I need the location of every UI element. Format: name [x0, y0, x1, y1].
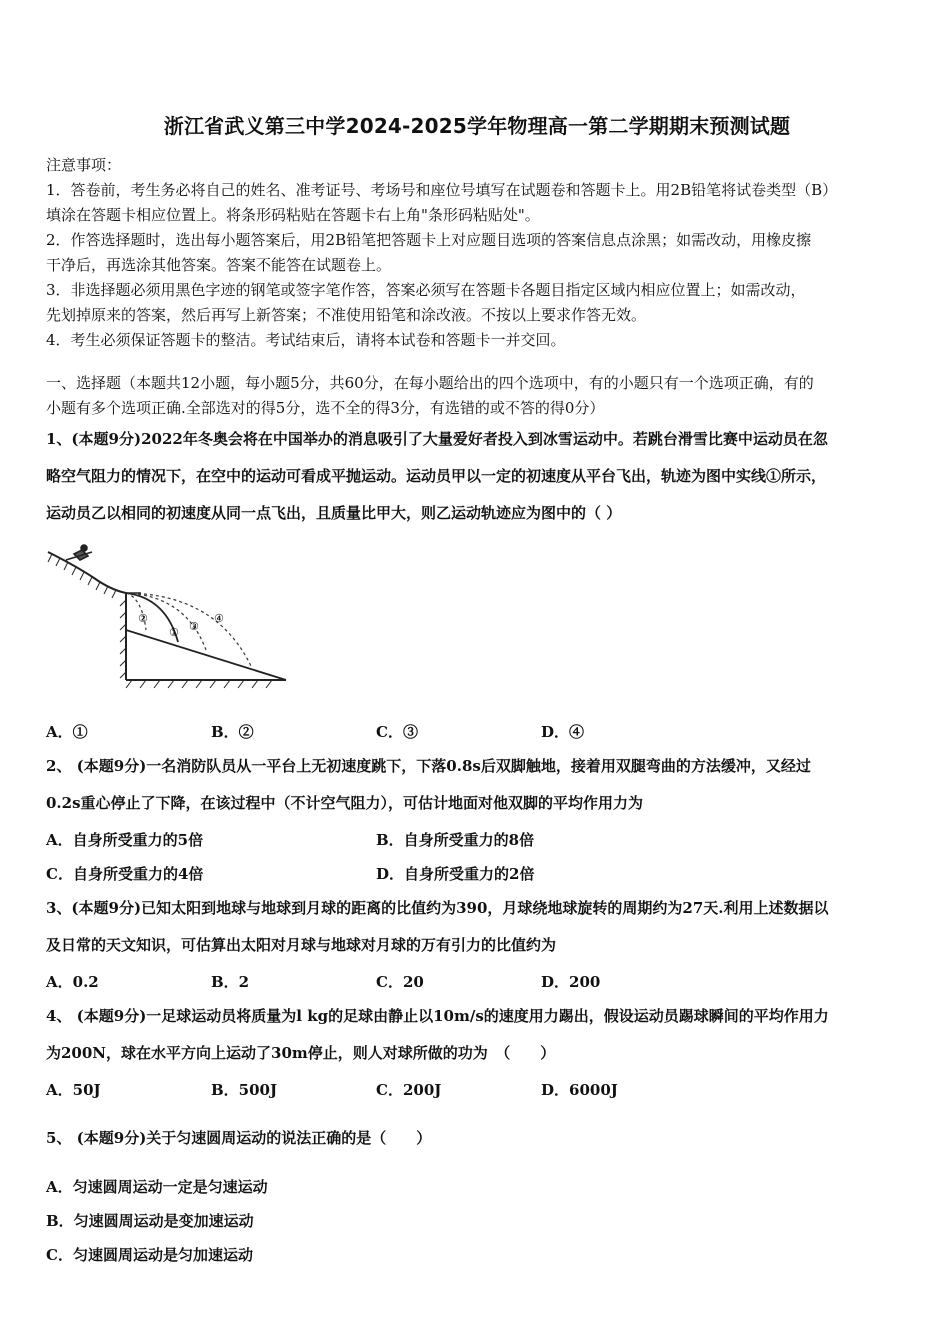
section-heading: [46, 371, 908, 421]
question-2-options-row: [46, 856, 908, 890]
question-4-options: [46, 1072, 908, 1106]
option-c[interactable]: C．自身所受重力的4倍: [46, 864, 204, 883]
slope-line: [126, 630, 286, 680]
ramp-hatching: [48, 554, 116, 598]
exam-page: [46, 110, 908, 1272]
question-2-line: 2、 (本题9分)一名消防队员从一平台上无初速度跳下，下落0.8s后双脚触地，接着用双腿弯曲的方法缓冲，又经过: [46, 757, 811, 775]
option-a[interactable]: A．50J: [46, 1080, 101, 1099]
notice-line: 1．答卷前，考生务必将自己的姓名、准考证号、考场号和座位号填写在试题卷和答题卡上。用2B铅笔将试卷类型（B）: [46, 181, 838, 199]
option-a[interactable]: A．0.2: [46, 972, 99, 991]
question-3-line: 及日常的天文知识，可估算出太阳对月球与地球对月球的万有引力的比值约为: [46, 936, 557, 954]
option-c[interactable]: C．③: [376, 722, 418, 741]
question-2-options-row: [46, 822, 908, 856]
notice-line: 3．非选择题必须用黑色字迹的钢笔或签字笔作答，答案必须写在答题卡各题目指定区域内相应位置上；如需改动，: [46, 281, 806, 299]
question-5: [46, 1121, 908, 1272]
notice-line: 干净后，再选涂其他答案。答案不能答在试题卷上。: [46, 256, 392, 274]
notice-line: 先划掉原来的答案，然后再写上新答案；不准使用铅笔和涂改液。不按以上要求作答无效。: [46, 306, 647, 324]
notice-block: [46, 153, 908, 353]
notice-line: 4．考生必须保证答题卡的整洁。考试结束后，请将本试卷和答题卡一并交回。: [46, 331, 566, 349]
ground-hatching: [126, 680, 272, 688]
notice-line: 填涂在答题卡相应位置上。将条形码粘贴在答题卡右上角"条形码粘贴处"。: [46, 206, 540, 224]
option-d[interactable]: D．④: [541, 722, 585, 741]
question-2-line: 0.2s重心停止了下降，在该过程中（不计空气阻力），可估计地面对他双脚的平均作用力为: [46, 794, 644, 812]
question-1: [46, 421, 908, 748]
option-a[interactable]: A．自身所受重力的5倍: [46, 830, 204, 849]
question-1-line: 运动员乙以相同的初速度从同一点飞出，且质量比甲大，则乙运动轨迹应为图中的（ ）: [46, 504, 622, 522]
option-c[interactable]: C．匀速圆周运动是匀加速运动: [46, 1246, 253, 1264]
option-b[interactable]: B．500J: [211, 1080, 278, 1099]
question-1-options: [46, 714, 908, 748]
section-line: 一、选择题（本题共12小题，每小题5分，共60分，在每小题给出的四个选项中，有的小题只有一个选项正确，有的: [46, 374, 814, 392]
option-a[interactable]: A．匀速圆周运动一定是匀速运动: [46, 1178, 268, 1196]
option-b[interactable]: B．匀速圆周运动是变加速运动: [46, 1212, 254, 1230]
figure-label-2: ②: [138, 612, 148, 625]
figure-label-1: ①: [169, 626, 179, 639]
question-1-line: 1、(本题9分)2022年冬奥会将在中国举办的消息吸引了大量爱好者投入到冰雪运动中。若跳台滑雪比赛中运动员在忽: [46, 430, 828, 448]
option-d[interactable]: D．自身所受重力的2倍: [376, 864, 535, 883]
notice-line: 2．作答选择题时，选出每小题答案后，用2B铅笔把答题卡上对应题目选项的答案信息点涂黑；如需改动，用橡皮擦: [46, 231, 812, 249]
page-title: 浙江省武义第三中学2024-2025学年物理高一第二学期期末预测试题: [163, 114, 791, 138]
question-1-line: 略空气阻力的情况下，在空中的运动可看成平抛运动。运动员甲以一定的初速度从平台飞出，轨迹为图中实线①所示，: [46, 467, 827, 485]
question-4-line: 为200N，球在水平方向上运动了30m停止，则人对球所做的功为 （ ）: [46, 1044, 556, 1062]
section-line: 小题有多个选项正确.全部选对的得5分，选不全的得3分，有选错的或不答的得0分）: [46, 399, 605, 417]
question-4-line: 4、 (本题9分)一足球运动员将质量为l kg的足球由静止以10m/s的速度用力踢出，假设运动员踢球瞬间的平均作用力: [46, 1007, 829, 1025]
option-b[interactable]: B．②: [211, 722, 254, 741]
question-4: [46, 998, 908, 1106]
figure-label-4: ④: [214, 612, 224, 625]
option-b[interactable]: B．自身所受重力的8倍: [376, 830, 535, 849]
ski-jump-figure: [46, 538, 296, 698]
option-c[interactable]: C．200J: [376, 1080, 442, 1099]
option-d[interactable]: D．6000J: [541, 1080, 618, 1099]
question-5-line: 5、 (本题9分)关于匀速圆周运动的说法正确的是（ ）: [46, 1129, 432, 1147]
question-3-line: 3、(本题9分)已知太阳到地球与地球到月球的距离的比值约为390，月球绕地球旋转的周期约为27天.利用上述数据以: [46, 899, 829, 917]
figure-label-3: ③: [189, 620, 199, 633]
option-a[interactable]: A．①: [46, 722, 88, 741]
skier-icon: [66, 545, 92, 560]
question-3-options: [46, 964, 908, 998]
option-b[interactable]: B．2: [211, 972, 250, 991]
notice-heading: 注意事项：: [46, 156, 122, 174]
option-c[interactable]: C．20: [376, 972, 424, 991]
option-d[interactable]: D．200: [541, 972, 601, 991]
question-2: [46, 748, 908, 890]
question-3: [46, 890, 908, 998]
